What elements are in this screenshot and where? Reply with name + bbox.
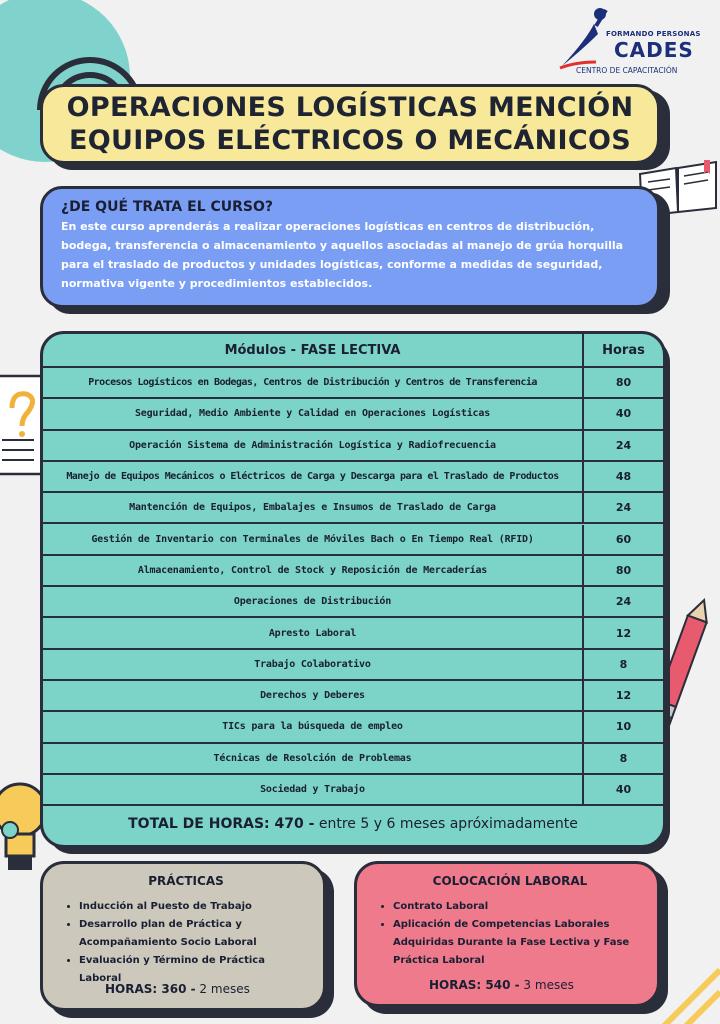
colocacion-list [379, 898, 641, 970]
colocacion-hours [429, 978, 574, 992]
module-name: Seguridad, Medio Ambiente y Calidad en Operaciones Logísticas [134, 408, 491, 420]
module-hours: 80 [615, 376, 632, 390]
module-name: Manejo de Equipos Mecánicos o Eléctricos de Carga y Descarga para el Traslado de Productos [66, 471, 559, 483]
title-banner [40, 84, 660, 164]
table-row [43, 587, 663, 618]
colocacion-hours-text: 3 meses [519, 978, 574, 992]
practicas-list [65, 898, 307, 988]
colocacion-card [354, 861, 660, 1007]
table-header-row [43, 334, 663, 368]
module-column-header [43, 334, 584, 366]
module-hours: 48 [615, 470, 632, 484]
about-heading: ¿DE QUÉ TRATA EL CURSO? [61, 199, 274, 215]
hours-cell [584, 650, 663, 679]
module-hours: 12 [615, 689, 632, 703]
hours-cell [584, 775, 663, 804]
module-hours: 24 [615, 595, 632, 609]
about-text: En este curso aprenderás a realizar operaciones logísticas en centros de distribución, bodega, transferencia o almacenamiento y aquellos asociadas al manejo de grúa horquilla para el traslado de productos y unidades logísticas, conforme a medidas de seguridad, normativa vigente y procedimientos establecidos. [61, 220, 624, 290]
hours-cell [584, 712, 663, 741]
module-name: TICs para la búsqueda de empleo [222, 721, 403, 733]
logo-name: CADES [614, 38, 694, 62]
hours-header-label: Horas [602, 342, 645, 358]
module-cell [43, 368, 584, 397]
practicas-title: PRÁCTICAS [148, 874, 224, 888]
table-row [43, 744, 663, 775]
practicas-card [40, 861, 326, 1011]
title-line-2: EQUIPOS ELÉCTRICOS O MECÁNICOS [69, 125, 631, 156]
module-cell [43, 744, 584, 773]
list-item: • Inducción al Puesto de Trabajo [79, 898, 307, 916]
module-cell [43, 399, 584, 428]
hours-cell [584, 493, 663, 522]
hours-cell [584, 399, 663, 428]
hours-cell [584, 368, 663, 397]
module-cell [43, 681, 584, 710]
practicas-hours-label: HORAS: 360 - [105, 982, 196, 996]
total-hours-label: TOTAL DE HORAS: 470 - [128, 816, 315, 832]
total-hours [43, 816, 663, 832]
practicas-hours [105, 982, 250, 996]
hours-cell [584, 431, 663, 460]
module-cell [43, 462, 584, 491]
hours-column-header [584, 334, 663, 366]
table-row [43, 712, 663, 743]
module-cell [43, 587, 584, 616]
table-row [43, 525, 663, 556]
module-name: Operaciones de Distribución [233, 596, 392, 608]
list-item: • Contrato Laboral [393, 898, 641, 916]
modules-table [40, 331, 666, 848]
module-hours: 10 [615, 720, 632, 734]
table-row [43, 368, 663, 399]
table-row [43, 493, 663, 524]
hours-cell [584, 462, 663, 491]
module-hours: 8 [619, 657, 628, 671]
module-hours: 12 [615, 626, 632, 640]
module-name: Sociedad y Trabajo [260, 784, 365, 796]
course-description-box [40, 186, 660, 308]
hours-cell [584, 525, 663, 554]
module-cell [43, 493, 584, 522]
list-item: • Aplicación de Competencias Laborales Adquiridas Durante la Fase Lectiva y Fase Práctica Laboral [393, 916, 641, 970]
module-name: Técnicas de Resolción de Problemas [213, 752, 412, 764]
module-header-label: Módulos - FASE LECTIVA [224, 342, 401, 358]
module-hours: 40 [615, 783, 632, 797]
table-row [43, 775, 663, 806]
module-hours: 24 [615, 501, 632, 515]
table-row [43, 431, 663, 462]
logo-tagline: FORMANDO PERSONAS [606, 30, 701, 38]
table-row [43, 618, 663, 649]
hours-cell [584, 681, 663, 710]
title-line-1: OPERACIONES LOGÍSTICAS MENCIÓN [66, 92, 634, 123]
list-item: • Evaluación y Término de Práctica Laboral [79, 952, 307, 988]
lightbulb-icon [0, 770, 44, 880]
module-cell [43, 618, 584, 647]
module-hours: 24 [615, 438, 632, 452]
hours-cell [584, 556, 663, 585]
colocacion-hours-label: HORAS: 540 - [429, 978, 520, 992]
module-hours: 60 [615, 532, 632, 546]
table-row [43, 681, 663, 712]
table-row [43, 556, 663, 587]
colocacion-title: COLOCACIÓN LABORAL [432, 874, 588, 888]
module-name: Procesos Logísticos en Bodegas, Centros de Distribución y Centros de Transferencia [88, 377, 537, 389]
hours-cell [584, 744, 663, 773]
module-name: Trabajo Colaborativo [254, 658, 371, 670]
table-row [43, 650, 663, 681]
list-item: • Desarrollo plan de Práctica y Acompañamiento Socio Laboral [79, 916, 307, 952]
module-hours: 80 [615, 563, 632, 577]
module-name: Derechos y Deberes [260, 690, 365, 702]
module-name: Gestión de Inventario con Terminales de Móviles Bach o En Tiempo Real (RFID) [91, 533, 534, 545]
module-cell [43, 650, 584, 679]
module-name: Mantención de Equipos, Embalajes e Insumos de Traslado de Carga [129, 502, 496, 514]
table-row [43, 462, 663, 493]
module-cell [43, 525, 584, 554]
module-name: Operación Sistema de Administración Logística y Radiofrecuencia [129, 439, 496, 451]
logo-subtitle: CENTRO DE CAPACITACIÓN [576, 66, 678, 75]
table-row [43, 399, 663, 430]
practicas-hours-text: 2 meses [195, 982, 250, 996]
module-name: Almacenamiento, Control de Stock y Reposición de Mercaderías [137, 564, 488, 576]
cades-logo [556, 4, 716, 74]
module-hours: 40 [615, 407, 632, 421]
module-cell [43, 775, 584, 804]
module-cell [43, 712, 584, 741]
module-name: Apresto Laboral [268, 627, 357, 639]
hours-cell [584, 618, 663, 647]
module-cell [43, 431, 584, 460]
total-hours-text: entre 5 y 6 meses apróximadamente [314, 816, 578, 832]
module-cell [43, 556, 584, 585]
module-hours: 8 [619, 751, 628, 765]
hours-cell [584, 587, 663, 616]
